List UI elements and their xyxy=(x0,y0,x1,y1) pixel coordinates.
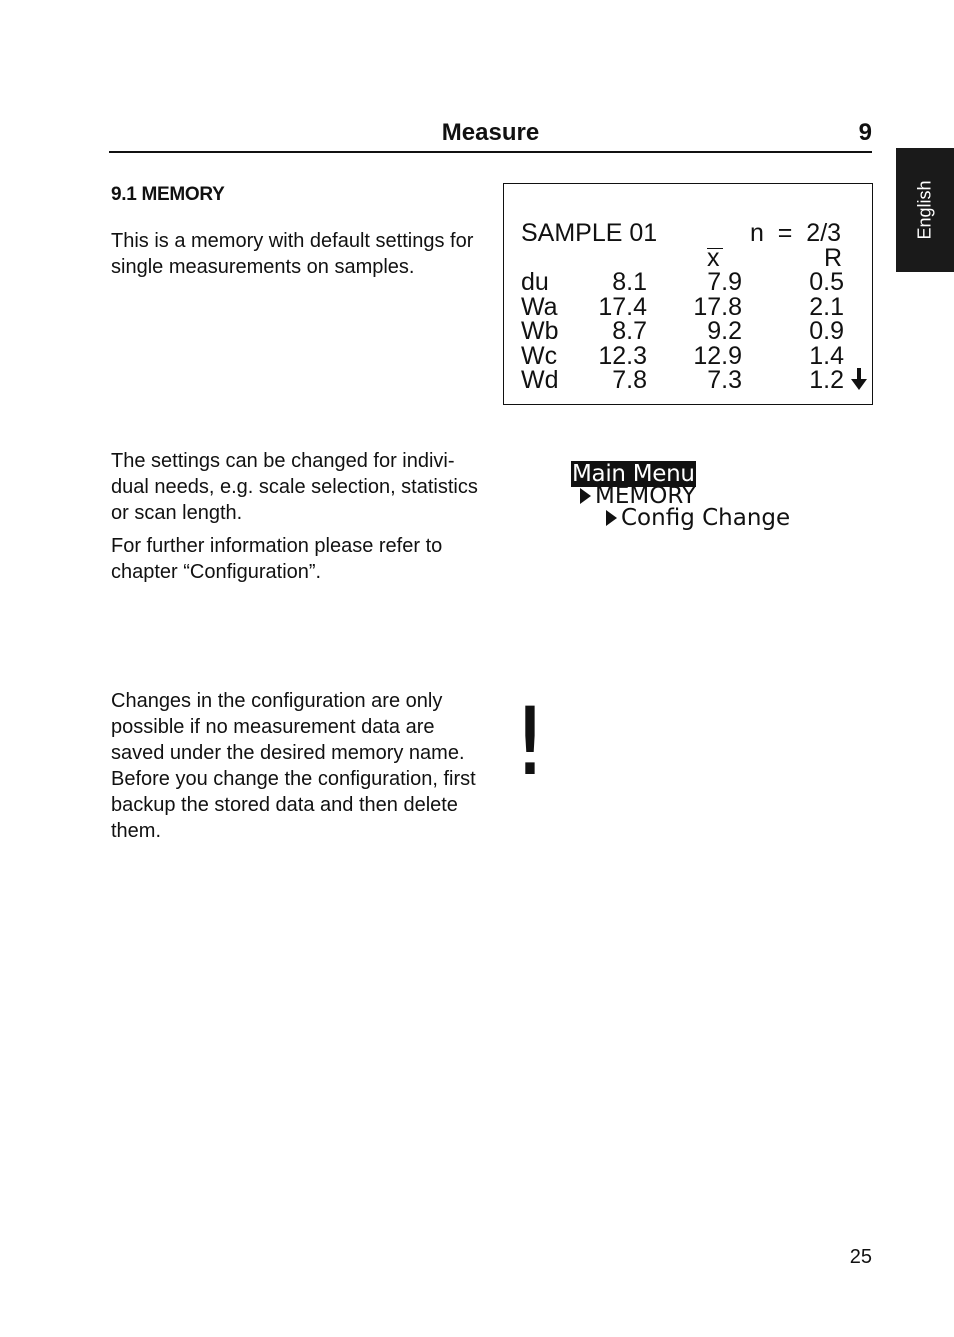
lcd-value-col xyxy=(580,270,647,393)
lcd-row-name: Wc xyxy=(521,341,558,370)
lcd-row-mean: 12.9 xyxy=(693,341,742,370)
lcd-mean-col xyxy=(675,270,742,393)
lcd-row-name: Wa xyxy=(521,292,558,321)
menu-item-memory-label: MEMORY xyxy=(595,483,696,509)
triangle-right-icon xyxy=(606,510,617,526)
lcd-row-range: 2.1 xyxy=(809,292,844,321)
lcd-row-mean: 7.3 xyxy=(707,366,742,394)
lcd-row-name: Wd xyxy=(521,366,559,394)
lcd-row-value: 17.4 xyxy=(598,292,647,321)
intro-paragraph: This is a memory with default settings for single measurements on samples. xyxy=(111,230,474,278)
lcd-row-value: 12.3 xyxy=(598,341,647,370)
page-number: 25 xyxy=(849,1246,872,1268)
lcd-row-value: 8.1 xyxy=(612,268,647,296)
exclamation-icon: ! xyxy=(511,688,549,797)
lcd-col-range: R xyxy=(824,244,843,272)
lcd-row-name: Wb xyxy=(521,317,559,345)
lcd-row-range: 1.2 xyxy=(809,366,844,394)
menu-item-config-label: Config Change xyxy=(621,505,791,531)
triangle-right-icon xyxy=(580,488,591,504)
lcd-row-value: 8.7 xyxy=(612,317,647,345)
lcd-range-col xyxy=(790,270,844,393)
reference-paragraph: For further information please refer to chapter “Configuration”. xyxy=(111,535,443,583)
language-tab-label: English xyxy=(914,180,935,240)
warning-paragraph: Changes in the configuration are only possible if no measurement data are saved under the desired memory name. Before you change the configuration, first backup the stored data and then delete them. xyxy=(111,690,476,842)
header-rule xyxy=(109,151,872,153)
lcd-col-mean: x xyxy=(707,244,720,272)
lcd-row-range: 1.4 xyxy=(809,341,844,370)
menu-item-config-change xyxy=(606,505,790,531)
chapter-number: 9 xyxy=(858,119,872,146)
settings-paragraph: The settings can be changed for indivi-dual needs, e.g. scale selection, statistics or scan length. xyxy=(111,450,478,524)
arrow-down-icon xyxy=(850,367,868,391)
lcd-count: n = 2/3 xyxy=(750,219,842,247)
lcd-row-mean: 17.8 xyxy=(693,292,742,321)
language-tab xyxy=(896,148,954,272)
lcd-row-range: 0.5 xyxy=(809,268,844,296)
lcd-title: SAMPLE 01 xyxy=(521,219,658,247)
lcd-name-col xyxy=(521,270,566,393)
lcd-row-mean: 9.2 xyxy=(707,317,742,345)
lcd-row-mean: 7.9 xyxy=(707,268,742,296)
lcd-row-name: du xyxy=(521,268,549,296)
lcd-row-range: 0.9 xyxy=(809,317,844,345)
chapter-title: Measure xyxy=(441,119,540,146)
section-heading: 9.1 MEMORY xyxy=(111,184,225,205)
lcd-row-value: 7.8 xyxy=(612,366,647,394)
main-menu-label: Main Menu xyxy=(572,461,695,487)
